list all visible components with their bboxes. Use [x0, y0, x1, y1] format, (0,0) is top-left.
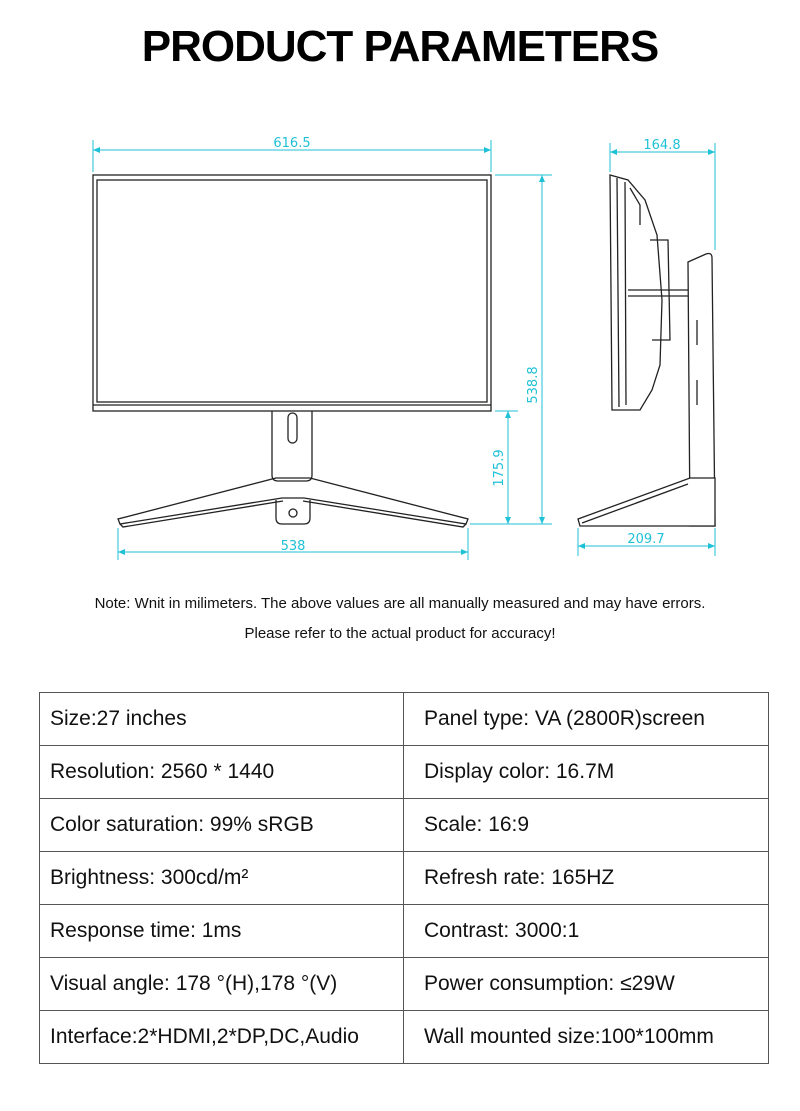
table-row: [40, 1011, 769, 1064]
note-line-1: Note: Wnit in milimeters. The above values are all manually measured and may have errors.: [94, 595, 706, 612]
spec-cell: Power consumption: ≤29W: [404, 958, 769, 1011]
dim-base-width: 538: [280, 539, 306, 554]
spec-table: [39, 692, 769, 1064]
dim-total-height: 538.8: [526, 366, 541, 404]
spec-cell: Wall mounted size:100*100mm: [404, 1011, 769, 1064]
table-row: [40, 958, 769, 1011]
table-row: [40, 693, 769, 746]
table-row: [40, 905, 769, 958]
monitor-front-frame: [93, 175, 491, 411]
spec-cell: Brightness: 300cd/m²: [40, 852, 404, 905]
page-title: PRODUCT PARAMETERS: [141, 22, 659, 71]
spec-cell: Response time: 1ms: [40, 905, 404, 958]
side-base: [578, 478, 715, 526]
side-view: [578, 175, 715, 526]
front-view: [93, 175, 491, 527]
spec-cell: Color saturation: 99% sRGB: [40, 799, 404, 852]
dim-stand-height: 175.9: [492, 449, 507, 487]
spec-cell: Visual angle: 178 °(H),178 °(V): [40, 958, 404, 1011]
spec-cell: Scale: 16:9: [404, 799, 769, 852]
table-row: [40, 746, 769, 799]
table-row: [40, 799, 769, 852]
spec-cell: Size:27 inches: [40, 693, 404, 746]
note-line-2: Please refer to the actual product for accuracy!: [244, 625, 556, 642]
dim-front-width: 616.5: [273, 136, 311, 151]
stand-neck: [272, 411, 312, 481]
spec-cell: Resolution: 2560 * 1440: [40, 746, 404, 799]
spec-cell: Panel type: VA (2800R)screen: [404, 693, 769, 746]
table-row: [40, 852, 769, 905]
spec-cell: Display color: 16.7M: [404, 746, 769, 799]
dim-base-depth: 209.7: [627, 532, 665, 547]
dim-side-depth: 164.8: [643, 138, 681, 153]
spec-cell: Contrast: 3000:1: [404, 905, 769, 958]
spec-cell: Interface:2*HDMI,2*DP,DC,Audio: [40, 1011, 404, 1064]
spec-cell: Refresh rate: 165HZ: [404, 852, 769, 905]
